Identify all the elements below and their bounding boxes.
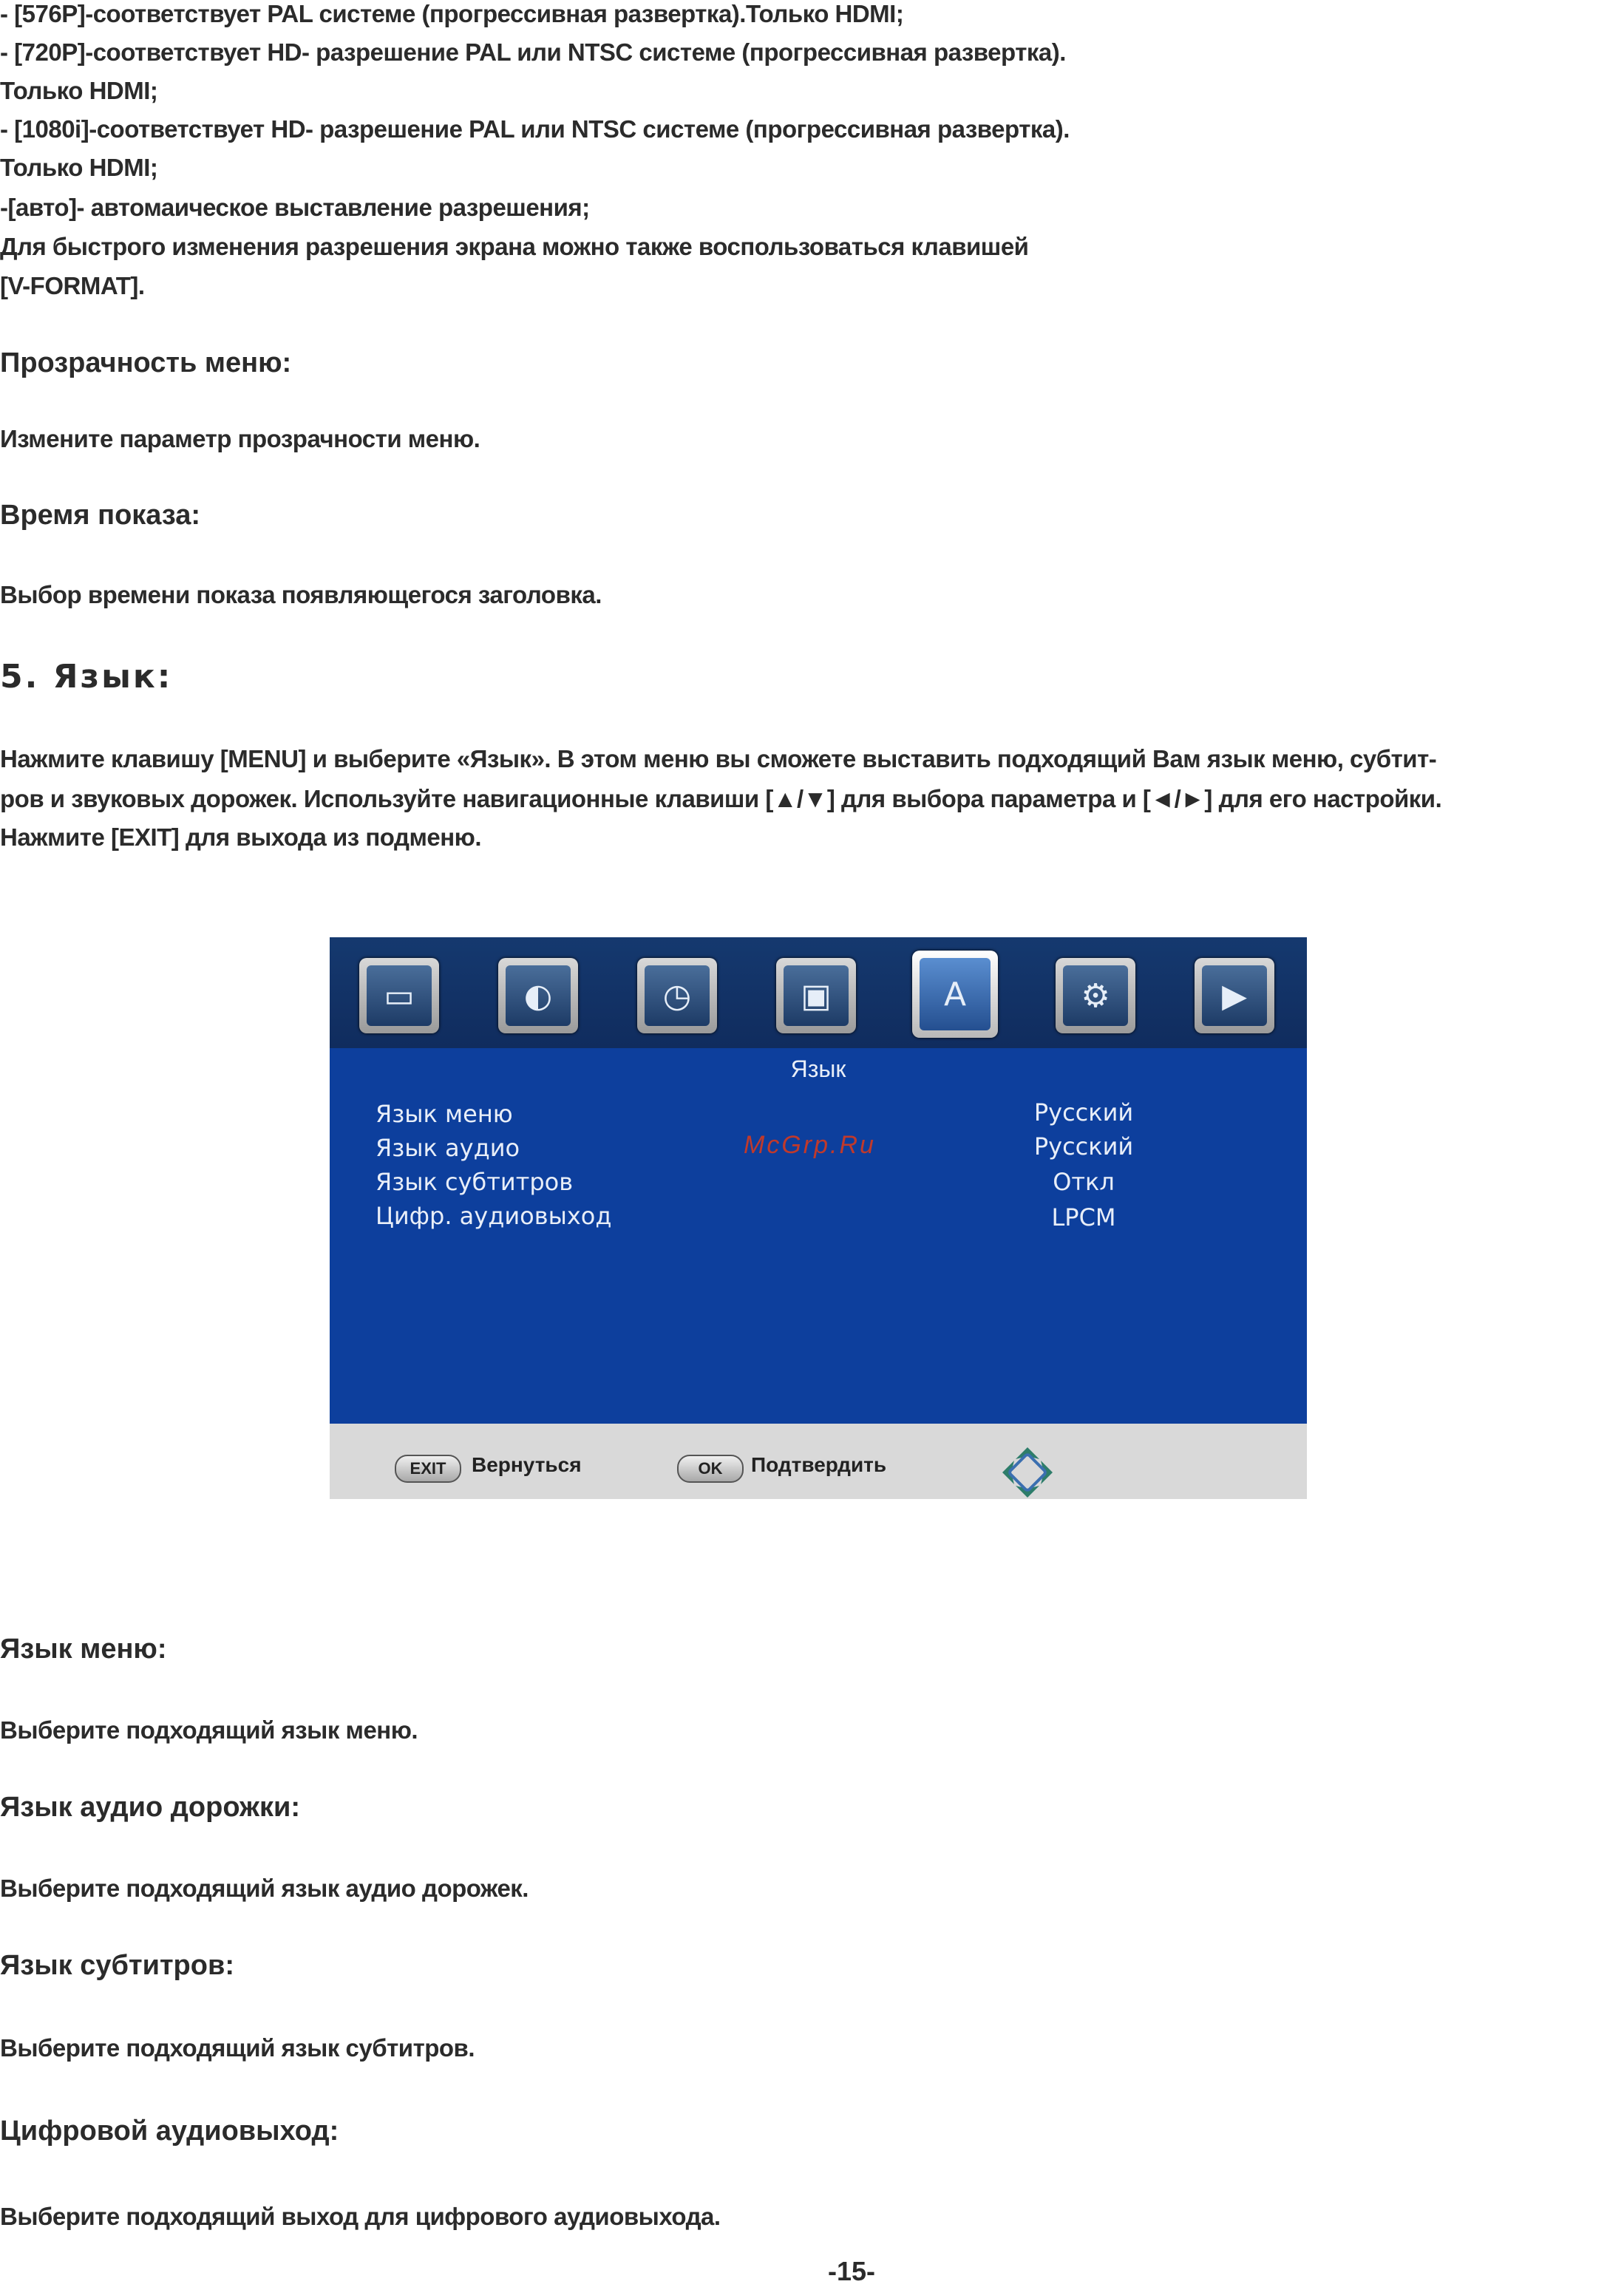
audio-language-text: Выберите подходящий язык аудио дорожек. xyxy=(0,1875,529,1902)
section-text-line: ров и звуковых дорожек. Используйте навигационные клавиши [▲/▼] для выбора параметра и [◄/►] для его настройки. xyxy=(0,785,1442,812)
menu-row-value[interactable]: Русский xyxy=(1033,1132,1134,1161)
exit-hint: Вернуться xyxy=(472,1453,582,1476)
tv-icon[interactable]: ▣ xyxy=(776,958,856,1033)
menu-row-value[interactable]: Русский xyxy=(1033,1098,1134,1126)
text-line: - [720P]-соответствует HD- разрешение PAL или NTSC системе (прогрессивная развертка). xyxy=(0,38,1066,66)
section-text-line: Нажмите клавишу [MENU] и выберите «Язык». В этом меню вы сможете выставить подходящий Вам язык меню, субтит- xyxy=(0,745,1437,772)
tv-menu-screenshot xyxy=(330,937,1307,1499)
ok-hint: Подтвердить xyxy=(751,1453,887,1476)
usb-icon[interactable]: ▶ xyxy=(1195,958,1274,1033)
text-line: - [576P]-соответствует PAL системе (прогрессивная развертка).Только HDMI; xyxy=(0,0,904,27)
display-icon[interactable]: ▭ xyxy=(359,958,439,1033)
watermark: McGrp.Ru xyxy=(744,1131,876,1159)
subtitle-language-heading: Язык субтитров: xyxy=(0,1950,234,1981)
menu-row-value[interactable]: Откл xyxy=(1053,1168,1115,1196)
menu-row-value[interactable]: LPCM xyxy=(1051,1203,1116,1231)
clock-icon[interactable]: ◷ xyxy=(637,958,717,1033)
text-line: - [1080i]-соответствует HD- разрешение PAL или NTSC системе (прогрессивная развертка). xyxy=(0,115,1070,143)
ok-key[interactable]: OK xyxy=(677,1455,744,1483)
page-number: -15- xyxy=(828,2256,876,2286)
showtime-text: Выбор времени показа появляющегося заголовка. xyxy=(0,581,602,608)
text-line: -[авто]- автомаическое выставление разрешения; xyxy=(0,194,590,221)
digital-audio-heading: Цифровой аудиовыход: xyxy=(0,2116,339,2147)
menu-title: Язык xyxy=(790,1056,846,1082)
settings-icon[interactable]: ⚙ xyxy=(1056,958,1135,1033)
menu-row-label[interactable]: Язык меню xyxy=(376,1100,513,1128)
text-line: [V-FORMAT]. xyxy=(0,272,145,299)
language-icon[interactable]: A xyxy=(912,951,998,1038)
navigation-arrows-icon xyxy=(1001,1446,1054,1499)
menu-row-label[interactable]: Язык субтитров xyxy=(376,1168,574,1196)
section-text-line: Нажмите [EXIT] для выхода из подменю. xyxy=(0,823,481,851)
exit-key[interactable]: EXIT xyxy=(395,1455,461,1483)
subtitle-language-text: Выберите подходящий язык субтитров. xyxy=(0,2034,475,2062)
text-line: Только HDMI; xyxy=(0,77,158,104)
showtime-heading: Время показа: xyxy=(0,500,201,531)
transparency-text: Измените параметр прозрачности меню. xyxy=(0,425,480,452)
menu-row-label[interactable]: Цифр. аудиовыход xyxy=(376,1202,612,1230)
section-title: 5. Язык: xyxy=(0,658,173,696)
text-line: Для быстрого изменения разрешения экрана можно также воспользоваться клавишей xyxy=(0,233,1029,260)
picture-icon[interactable]: ◐ xyxy=(498,958,578,1033)
text-line: Только HDMI; xyxy=(0,154,158,181)
menu-language-heading: Язык меню: xyxy=(0,1634,167,1665)
menu-language-text: Выберите подходящий язык меню. xyxy=(0,1716,418,1744)
audio-language-heading: Язык аудио дорожки: xyxy=(0,1792,301,1823)
menu-row-label[interactable]: Язык аудио xyxy=(376,1134,520,1162)
digital-audio-text: Выберите подходящий выход для цифрового аудиовыхода. xyxy=(0,2203,721,2230)
transparency-heading: Прозрачность меню: xyxy=(0,347,292,378)
